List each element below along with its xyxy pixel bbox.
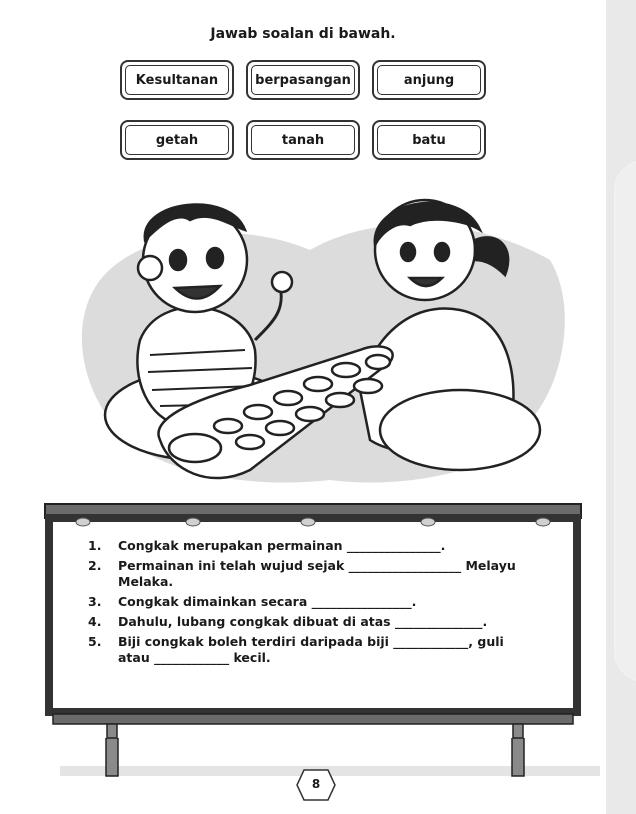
question-item-3 [88,594,528,610]
word-box-4 [120,120,234,160]
question-item-1 [88,538,528,554]
word-box-2 [246,60,360,100]
word-label: batu [412,132,446,148]
question-item-2 [88,558,528,590]
question-text: Dahulu, lubang congkak dibuat di atas ______________. [118,614,488,629]
question-text: Congkak merupakan permainan _______________. [118,538,446,553]
page-number: 8 [311,777,321,791]
word-label: anjung [403,72,455,88]
word-label: berpasangan [255,72,351,88]
word-box-5 [246,120,360,160]
question-text: Biji congkak boleh terdiri daripada biji ____________, guli atau ____________ kecil. [118,634,504,665]
question-number: 5. [88,634,102,649]
word-box-6 [372,120,486,160]
page-sidebar [606,0,636,814]
question-text: Congkak dimainkan secara ________________. [118,594,417,609]
question-number: 2. [88,558,102,573]
word-label: tanah [281,132,325,148]
question-item-5 [88,634,528,666]
sidebar-decoration [614,160,636,682]
word-label: getah [155,132,199,148]
word-box-1 [120,60,234,100]
question-number: 1. [88,538,102,553]
question-list [88,538,528,670]
instruction-title: Jawab soalan di bawah. [210,26,396,42]
question-number: 4. [88,614,102,629]
question-item-4 [88,614,528,630]
question-number: 3. [88,594,102,609]
word-box-3 [372,60,486,100]
question-text: Permainan ini telah wujud sejak __________________ Melayu Melaka. [118,558,516,589]
page-number-badge [296,768,336,802]
congkak-illustration [80,190,580,500]
word-label: Kesultanan [135,72,219,88]
